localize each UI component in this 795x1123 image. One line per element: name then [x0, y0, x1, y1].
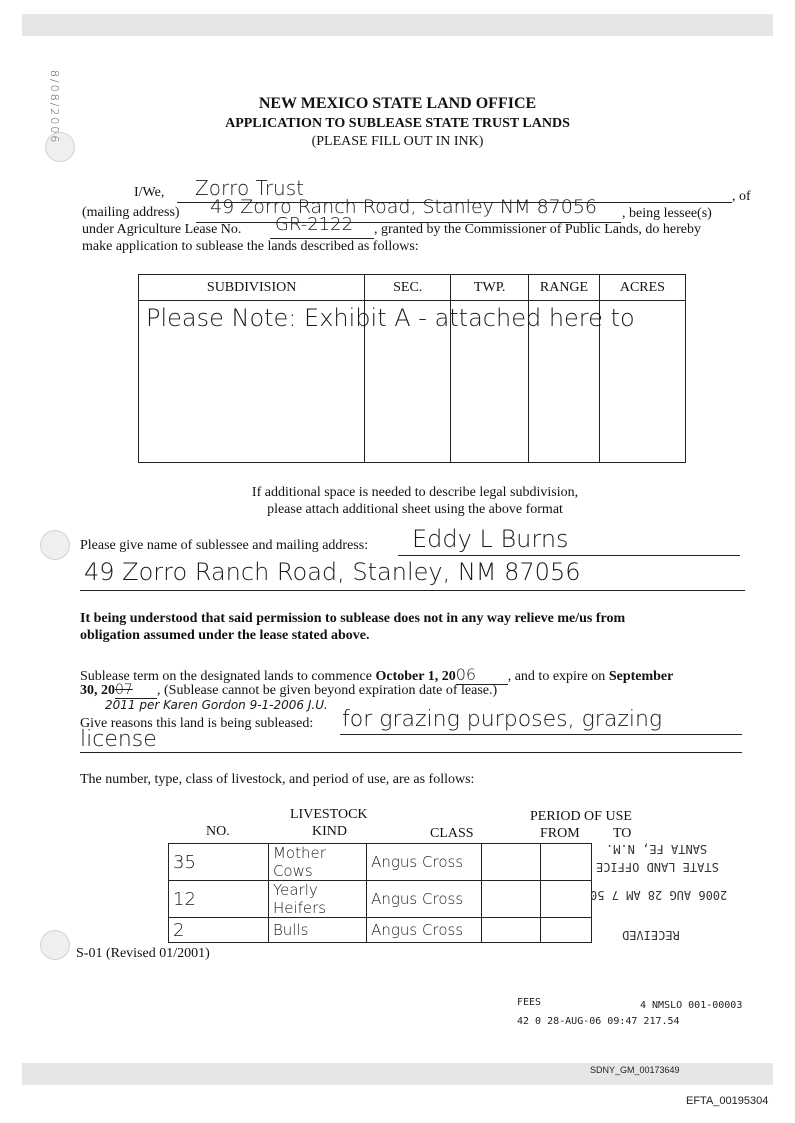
lease-prefix: under Agriculture Lease No. [82, 222, 242, 237]
to-header: TO [613, 826, 632, 841]
livestock-header: LIVESTOCK [290, 807, 368, 822]
fees-code: 4 NMSLO 001-00003 [640, 1000, 743, 1011]
efta-number: EFTA_00195304 [686, 1095, 769, 1107]
livestock-no: 12 [169, 881, 269, 918]
sublessee-name-line [398, 555, 740, 556]
from-header: FROM [540, 826, 580, 841]
table-row [169, 881, 592, 918]
reasons-label: Give reasons this land is being subleased: [80, 716, 314, 731]
term-line2 [80, 682, 497, 699]
apply-text: make application to sublease the lands described as follows: [82, 239, 419, 254]
received-stamp-office: STATE LAND OFFICE [596, 860, 719, 874]
livestock-table [168, 843, 592, 943]
sublessee-name: Eddy L Burns [412, 525, 569, 553]
sublessee-address: 49 Zorro Ranch Road, Stanley, NM 87056 [84, 558, 581, 586]
understanding-line1: It being understood that said permission to sublease does not in any way relieve me/us from [80, 611, 626, 626]
reasons-line2 [80, 752, 742, 753]
livestock-kind: Yearly Heifers [268, 881, 366, 918]
expire-day: 30, 20 [80, 683, 115, 698]
subdivision-table [138, 274, 686, 463]
table-row [169, 918, 592, 943]
handwritten-extension-note: 2011 per Karen Gordon 9-1-2006 J.U. [105, 698, 328, 712]
lease-suffix: , granted by the Commissioner of Public Lands, do hereby [374, 222, 701, 237]
additional-note-line2: please attach additional sheet using the above format [267, 502, 563, 517]
reasons-text1: for grazing purposes, grazing [342, 707, 663, 732]
livestock-no: 35 [169, 844, 269, 881]
reasons-text2: license [80, 727, 157, 752]
bates-number: SDNY_GM_00173649 [590, 1065, 680, 1075]
mailing-address: 49 Zorro Ranch Road, Stanley NM 87056 [210, 196, 598, 218]
sublessee-address-line [80, 590, 745, 591]
sublessee-label: Please give name of sublessee and mailing address: [80, 538, 369, 553]
period-header: PERIOD OF USE [530, 809, 632, 824]
kind-header: KIND [312, 824, 347, 839]
col-acres: ACRES [599, 275, 685, 301]
term-mid: , and to expire on [507, 669, 606, 684]
livestock-class: Angus Cross [367, 881, 482, 918]
livestock-from [482, 844, 540, 881]
we-label: I/We, [134, 185, 165, 200]
punch-hole [40, 930, 70, 960]
subdivision-note: Please Note: Exhibit A - attached here to [146, 304, 635, 332]
term-note: , (Sublease cannot be given beyond expiration date of lease.) [157, 683, 498, 698]
received-stamp-date: 2006 AUG 28 AM 7 50 [590, 888, 728, 902]
col-twp: TWP. [451, 275, 529, 301]
livestock-from [482, 918, 540, 943]
reasons-line1 [340, 734, 742, 735]
received-stamp-label: RECEIVED [622, 928, 680, 942]
fees-receipt: 42 0 28-AUG-06 09:47 217.54 [517, 1016, 680, 1027]
lessee-name: Zorro Trust [195, 176, 304, 200]
livestock-kind: Bulls [268, 918, 366, 943]
understanding-line2: obligation assumed under the lease stated above. [80, 628, 370, 643]
no-header: NO. [206, 824, 230, 839]
received-stamp-city: SANTA FE, N.M. [606, 842, 708, 856]
form-id: S-01 (Revised 01/2001) [76, 946, 210, 961]
struck-year: 07 [115, 682, 157, 699]
livestock-intro: The number, type, class of livestock, and period of use, are as follows: [80, 772, 475, 787]
col-range: RANGE [529, 275, 600, 301]
livestock-no: 2 [169, 918, 269, 943]
fees-label: FEES [517, 997, 542, 1008]
table-row [169, 844, 592, 881]
commence-date: October 1, 20 [375, 669, 456, 684]
livestock-class: Angus Cross [367, 918, 482, 943]
livestock-to [540, 844, 591, 881]
additional-note-line1: If additional space is needed to describe legal subdivision, [251, 485, 579, 500]
livestock-from [482, 881, 540, 918]
form-instruction: (PLEASE FILL OUT IN INK) [311, 134, 484, 149]
of-label: , of [732, 189, 751, 204]
livestock-to [540, 918, 591, 943]
lessee-label: , being lessee(s) [622, 206, 712, 221]
mailing-label: (mailing address) [82, 205, 180, 220]
livestock-to [540, 881, 591, 918]
punch-hole [40, 530, 70, 560]
commence-year: 06 [456, 665, 508, 685]
form-title: NEW MEXICO STATE LAND OFFICE [258, 95, 537, 112]
expire-month: September [608, 669, 674, 684]
livestock-kind: Mother Cows [268, 844, 366, 881]
col-subdivision: SUBDIVISION [139, 275, 365, 301]
livestock-class: Angus Cross [367, 844, 482, 881]
term-prefix: Sublease term on the designated lands to commence [80, 669, 372, 684]
scan-top-band [22, 14, 773, 36]
side-received-stamp: 8/08/2006 [48, 70, 61, 145]
col-sec: SEC. [365, 275, 451, 301]
class-header: CLASS [430, 826, 474, 841]
lease-number: GR-2122 [275, 214, 354, 235]
form-subtitle: APPLICATION TO SUBLEASE STATE TRUST LANDS [225, 116, 570, 131]
